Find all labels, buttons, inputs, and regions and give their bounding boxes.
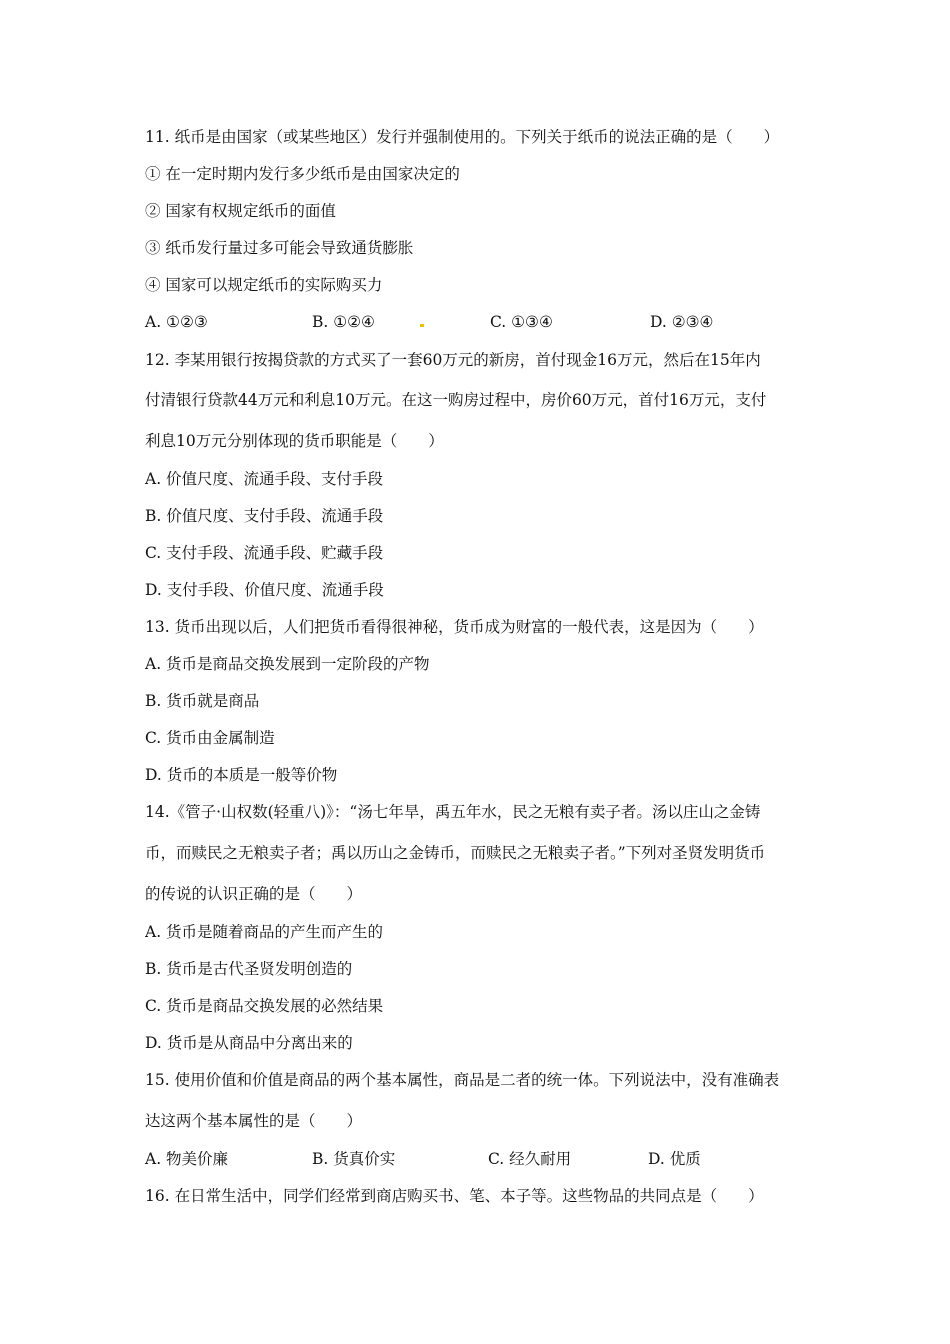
yellow-mark <box>420 324 424 327</box>
question-16-stem: 16. 在日常生活中，同学们经常到商店购买书、笔、本子等。这些物品的共同点是（ ） <box>145 1187 764 1205</box>
question-13-option-b: B. 货币就是商品 <box>145 692 260 710</box>
question-14-stem-line-1: 14.《管子·山权数(轻重八)》：“汤七年旱，禹五年水，民之无粮有卖子者。汤以庄山之金铸 <box>145 803 761 821</box>
question-15-option-b: B. 货真价实 <box>312 1150 396 1168</box>
question-13-option-d: D. 货币的本质是一般等价物 <box>145 766 338 784</box>
question-15-stem-line-1: 15. 使用价值和价值是商品的两个基本属性，商品是二者的统一体。下列说法中，没有准确表 <box>145 1071 780 1089</box>
question-12-stem-line-2: 付清银行贷款44万元和利息10万元。在这一购房过程中，房价60万元，首付16万元，支付 <box>145 391 767 409</box>
question-15-stem-line-2: 达这两个基本属性的是（ ） <box>145 1112 363 1130</box>
question-14-option-b: B. 货币是古代圣贤发明创造的 <box>145 960 353 978</box>
question-11-statement-1: ① 在一定时期内发行多少纸币是由国家决定的 <box>145 165 460 183</box>
question-13-option-a: A. 货币是商品交换发展到一定阶段的产物 <box>145 655 430 673</box>
question-13-stem: 13. 货币出现以后，人们把货币看得很神秘，货币成为财富的一般代表，这是因为（ ） <box>145 618 764 636</box>
question-11-option-d: D. ②③④ <box>650 313 714 331</box>
question-11-option-c: C. ①③④ <box>490 313 553 331</box>
question-11-statement-2: ② 国家有权规定纸币的面值 <box>145 202 336 220</box>
question-11-statement-4: ④ 国家可以规定纸币的实际购买力 <box>145 276 383 294</box>
question-14-option-c: C. 货币是商品交换发展的必然结果 <box>145 997 384 1015</box>
question-12-stem-line-3: 利息10万元分别体现的货币职能是（ ） <box>145 432 444 450</box>
question-12-option-c: C. 支付手段、流通手段、贮藏手段 <box>145 544 384 562</box>
question-12-option-a: A. 价值尺度、流通手段、支付手段 <box>145 470 384 488</box>
question-14-stem-line-2: 币，而赎民之无粮卖子者；禹以历山之金铸币，而赎民之无粮卖子者。”下列对圣贤发明货币 <box>145 844 766 862</box>
question-12-option-b: B. 价值尺度、支付手段、流通手段 <box>145 507 384 525</box>
question-11-statement-3: ③ 纸币发行量过多可能会导致通货膨胀 <box>145 239 414 257</box>
question-14-option-d: D. 货币是从商品中分离出来的 <box>145 1034 353 1052</box>
question-14-option-a: A. 货币是随着商品的产生而产生的 <box>145 923 384 941</box>
question-15-option-a: A. 物美价廉 <box>145 1150 229 1168</box>
question-11-option-b: B. ①②④ <box>312 313 375 331</box>
question-11-stem: 11. 纸币是由国家（或某些地区）发行并强制使用的。下列关于纸币的说法正确的是（ ） <box>145 128 780 146</box>
question-11-option-a: A. ①②③ <box>145 313 208 331</box>
question-14-stem-line-3: 的传说的认识正确的是（ ） <box>145 885 363 903</box>
question-15-option-c: C. 经久耐用 <box>488 1150 572 1168</box>
question-12-stem-line-1: 12. 李某用银行按揭贷款的方式买了一套60万元的新房，首付现金16万元，然后在15年内 <box>145 351 761 369</box>
question-12-option-d: D. 支付手段、价值尺度、流通手段 <box>145 581 384 599</box>
question-13-option-c: C. 货币由金属制造 <box>145 729 275 747</box>
question-15-option-d: D. 优质 <box>648 1150 701 1168</box>
